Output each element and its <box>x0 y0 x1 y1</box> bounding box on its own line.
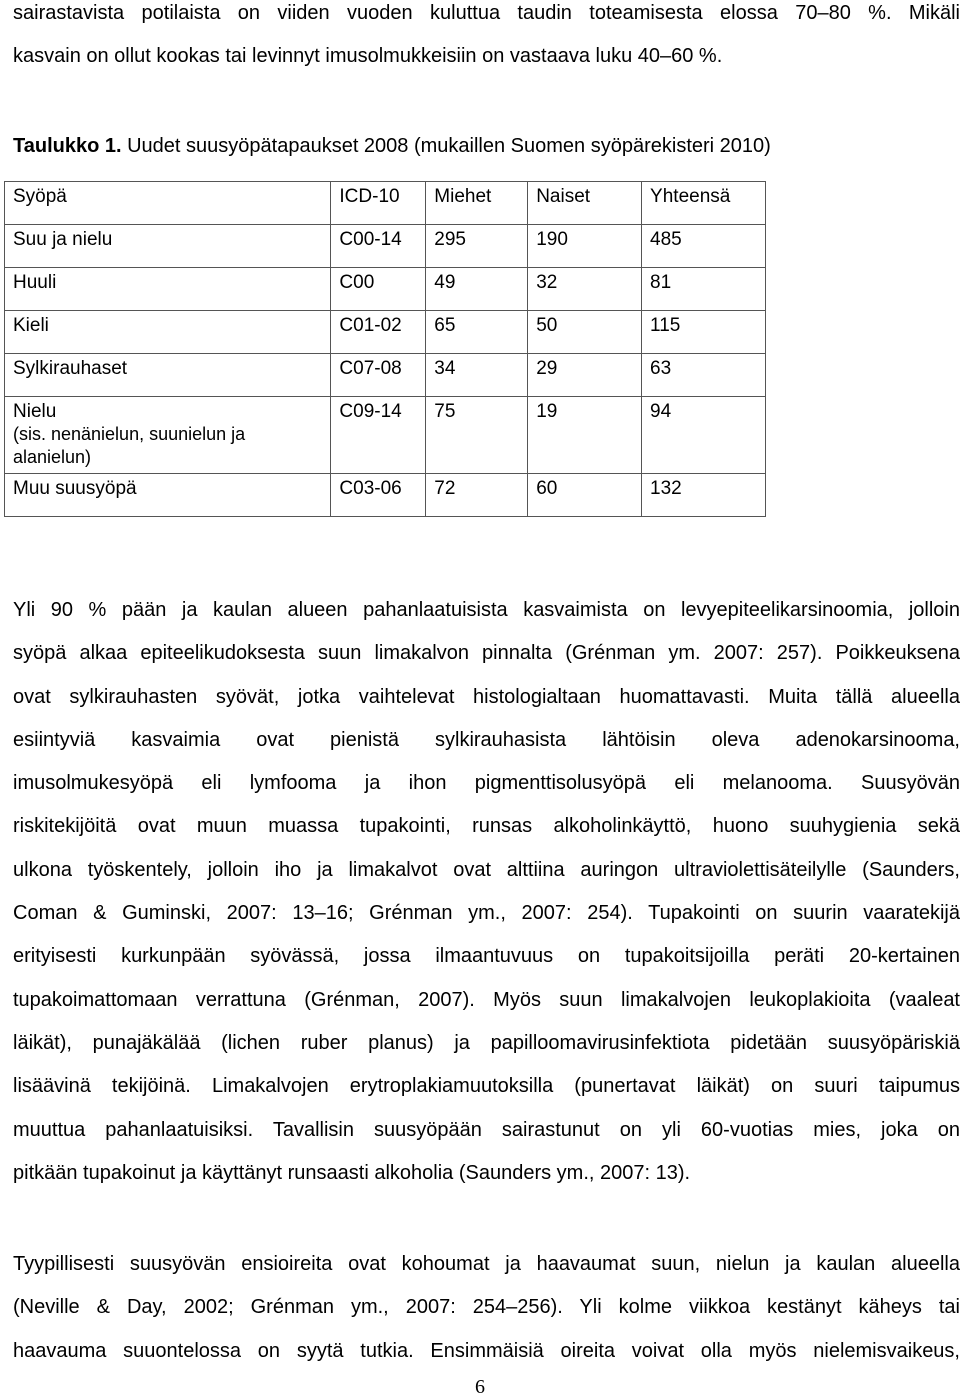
table-caption <box>13 132 771 160</box>
paragraph-line: ulkona työskentely, jolloin iho ja limakalvot ovat alttiina auringon ultraviolettisäteilylle (Saunders, <box>13 858 960 881</box>
header-total: Yhteensä <box>642 182 766 225</box>
cell-cancer: Suu ja nielu <box>5 225 331 268</box>
cell-cancer: Sylkirauhaset <box>5 354 331 397</box>
paragraph-line: esiintyviä kasvaimia ovat pienistä sylkirauhasista lähtöisin oleva adenokarsinooma, <box>13 728 960 751</box>
cell-total: 94 <box>642 397 766 474</box>
cancer-cases-table <box>4 181 766 517</box>
cell-cancer: Muu suusyöpä <box>5 474 331 517</box>
cell-women: 29 <box>528 354 642 397</box>
intro-line-1: sairastavista potilaista on viiden vuoden kuluttua taudin toteamisesta elossa 70–80 %. Mikäli <box>13 2 960 24</box>
cell-total: 115 <box>642 311 766 354</box>
cell-icd: C01-02 <box>331 311 426 354</box>
cell-total: 63 <box>642 354 766 397</box>
paragraph-line: Coman & Guminski, 2007: 13–16; Grénman ym., 2007: 254). Tupakointi on suurin vaaratekijä <box>13 902 960 925</box>
cell-icd: C07-08 <box>331 354 426 397</box>
cell-men: 65 <box>426 311 528 354</box>
paragraph-line: Yli 90 % pään ja kaulan alueen pahanlaatuisista kasvaimista on levyepiteelikarsinoomia, jolloin <box>13 599 960 621</box>
paragraph-line: erityisesti kurkunpään syövässä, jossa ilmaantuvuus on tupakoitsijoilla peräti 20-kertainen <box>13 945 960 968</box>
paragraph-line: lisäävinä tekijöinä. Limakalvojen erytroplakiamuutoksilla (punertavat läikät) on suuri taipumus <box>13 1075 960 1098</box>
table-header-row <box>5 182 766 225</box>
paragraph-line: ovat sylkirauhasten syövät, jotka vaihtelevat histologialtaan huomattavasti. Muita tällä alueella <box>13 685 960 708</box>
header-women: Naiset <box>528 182 642 225</box>
paragraph-line: riskitekijöitä ovat muun muassa tupakointi, runsas alkoholinkäyttö, huono suuhygienia sekä <box>13 815 960 838</box>
paragraph-line: syöpä alkaa epiteelikudoksesta suun limakalvon pinnalta (Grénman ym. 2007: 257). Poikkeuksena <box>13 642 960 665</box>
cell-icd: C00-14 <box>331 225 426 268</box>
cell-total: 132 <box>642 474 766 517</box>
paragraph-line: imusolmukesyöpä eli lymfooma ja ihon pigmenttisolusyöpä eli melanooma. Suusyövän <box>13 772 960 795</box>
paragraph-line: haavauma suuontelossa on syytä tutkia. Ensimmäisiä oireita voivat olla myös nielemisvaikeus, <box>13 1339 960 1362</box>
cell-women: 190 <box>528 225 642 268</box>
cell-men: 295 <box>426 225 528 268</box>
table-row <box>5 354 766 397</box>
cell-women: 19 <box>528 397 642 474</box>
table-row <box>5 225 766 268</box>
header-men: Miehet <box>426 182 528 225</box>
cell-men: 34 <box>426 354 528 397</box>
cell-total: 81 <box>642 268 766 311</box>
body-paragraph-2 <box>13 1243 960 1373</box>
paragraph-line: tupakoimattomaan verrattuna (Grénman, 2007). Myös suun limakalvojen leukoplakioita (vaaleat <box>13 988 960 1011</box>
cell-icd: C00 <box>331 268 426 311</box>
paragraph-line: Tyypillisesti suusyövän ensioireita ovat kohoumat ja haavaumat suun, nielun ja kaulan alueella <box>13 1253 960 1275</box>
table-row <box>5 397 766 474</box>
cell-women: 32 <box>528 268 642 311</box>
cell-total: 485 <box>642 225 766 268</box>
cell-men: 75 <box>426 397 528 474</box>
cell-cancer: Kieli <box>5 311 331 354</box>
cell-women: 60 <box>528 474 642 517</box>
cell-cancer: Huuli <box>5 268 331 311</box>
cell-cancer-name: Nielu <box>13 401 57 422</box>
cell-women: 50 <box>528 311 642 354</box>
table-caption-text: Uudet suusyöpätapaukset 2008 (mukaillen Suomen syöpärekisteri 2010) <box>121 135 771 157</box>
body-paragraph-1 <box>13 589 960 1195</box>
table-row <box>5 474 766 517</box>
table-caption-label: Taulukko 1. <box>13 135 122 157</box>
table-row <box>5 311 766 354</box>
cell-icd: C03-06 <box>331 474 426 517</box>
cell-cancer <box>5 397 331 474</box>
cell-men: 72 <box>426 474 528 517</box>
page-number: 6 <box>475 1376 485 1398</box>
cell-icd: C09-14 <box>331 397 426 474</box>
intro-line-2: kasvain on ollut kookas tai levinnyt imusolmukkeisiin on vastaava luku 40–60 %. <box>13 45 723 67</box>
table-row <box>5 268 766 311</box>
header-cancer: Syöpä <box>5 182 331 225</box>
paragraph-line: pitkään tupakoinut ja käyttänyt runsaasti alkoholia (Saunders ym., 2007: 13). <box>13 1161 691 1184</box>
header-icd: ICD-10 <box>331 182 426 225</box>
cell-cancer-note: (sis. nenänielun, suunielun ja alanielun) <box>13 424 246 467</box>
intro-paragraph <box>13 0 960 78</box>
paragraph-line: muuttua pahanlaatuisiksi. Tavallisin suusyöpään sairastunut on yli 60-vuotias mies, joka on <box>13 1118 960 1141</box>
paragraph-line: (Neville & Day, 2002; Grénman ym., 2007: 254–256). Yli kolme viikkoa kestänyt käheys tai <box>13 1296 960 1319</box>
cell-men: 49 <box>426 268 528 311</box>
paragraph-line: läikät), punajäkälää (lichen ruber planus) ja papilloomavirusinfektiota pidetään suusyöpäriskiä <box>13 1031 960 1054</box>
